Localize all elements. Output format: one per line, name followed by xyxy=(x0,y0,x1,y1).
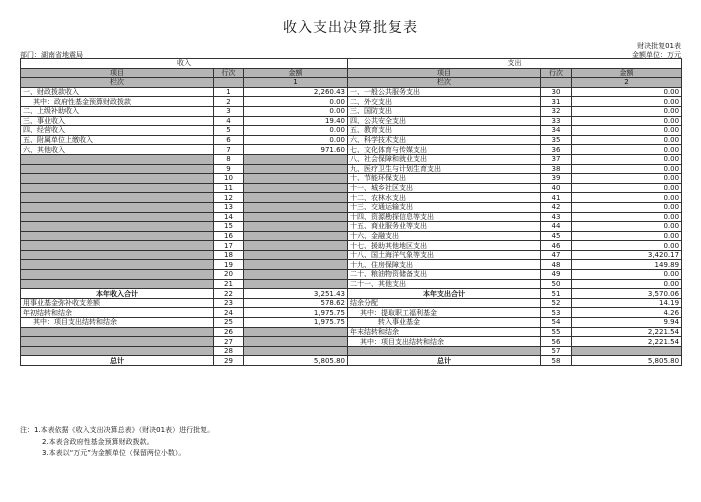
table-row xyxy=(21,87,682,97)
income-row-number: 29 xyxy=(214,356,244,366)
income-item-label: 其中：项目支出结转和结余 xyxy=(21,318,214,328)
table-row xyxy=(21,327,682,337)
income-amount xyxy=(244,260,348,270)
expense-row-number: 58 xyxy=(541,356,572,366)
table-row xyxy=(21,250,682,260)
expense-item-label: 六、科学技术支出 xyxy=(348,135,541,145)
expense-amount: 0.00 xyxy=(572,231,682,241)
expense-row-number: 33 xyxy=(541,116,572,126)
expense-section-header: 支出 xyxy=(348,59,682,69)
expense-amount: 0.00 xyxy=(572,183,682,193)
income-item-label xyxy=(21,164,214,174)
income-item-label xyxy=(21,250,214,260)
expense-amount: 149.89 xyxy=(572,260,682,270)
expense-item-label: 三、国防支出 xyxy=(348,106,541,116)
footnote-1: 注：1.本表依据《收入支出决算总表》（财决01表）进行批复。 xyxy=(20,426,215,434)
expense-row-number: 44 xyxy=(541,222,572,232)
income-row-number: 25 xyxy=(214,318,244,328)
expense-row-number: 39 xyxy=(541,174,572,184)
income-item-label xyxy=(21,327,214,337)
expense-col-blank xyxy=(541,78,572,88)
income-row-number: 23 xyxy=(214,298,244,308)
table-row xyxy=(21,222,682,232)
income-amount xyxy=(244,183,348,193)
expense-item-label: 十四、资源勘探信息等支出 xyxy=(348,212,541,222)
table-row xyxy=(21,145,682,155)
expense-amount: 0.00 xyxy=(572,202,682,212)
income-row-number: 4 xyxy=(214,116,244,126)
expense-row-number: 42 xyxy=(541,202,572,212)
income-item-label: 四、经营收入 xyxy=(21,126,214,136)
table-row xyxy=(21,97,682,107)
expense-col-label: 栏次 xyxy=(348,78,541,88)
expense-item-label: 一、一般公共服务支出 xyxy=(348,87,541,97)
income-amount xyxy=(244,231,348,241)
expense-row-number: 40 xyxy=(541,183,572,193)
income-row-number: 3 xyxy=(214,106,244,116)
expense-item-label: 十七、援助其他地区支出 xyxy=(348,241,541,251)
expense-amount: 3,420.17 xyxy=(572,250,682,260)
income-amount xyxy=(244,222,348,232)
income-amount xyxy=(244,154,348,164)
expense-item-label: 四、公共安全支出 xyxy=(348,116,541,126)
expense-item-label xyxy=(348,346,541,356)
income-amount: 0.00 xyxy=(244,97,348,107)
expense-item-label: 二十一、其他支出 xyxy=(348,279,541,289)
table-row xyxy=(21,154,682,164)
expense-row-number: 31 xyxy=(541,97,572,107)
table-row xyxy=(21,298,682,308)
expense-row-number: 30 xyxy=(541,87,572,97)
income-row-number: 22 xyxy=(214,289,244,299)
income-amount: 578.62 xyxy=(244,298,348,308)
totals-row xyxy=(21,289,682,299)
income-item-header: 项目 xyxy=(21,68,214,78)
expense-item-label: 十六、金融支出 xyxy=(348,231,541,241)
income-row-number: 13 xyxy=(214,202,244,212)
table-row xyxy=(21,260,682,270)
income-item-label: 三、事业收入 xyxy=(21,116,214,126)
expense-amount: 0.00 xyxy=(572,116,682,126)
expense-row-number: 48 xyxy=(541,260,572,270)
expense-row-number: 34 xyxy=(541,126,572,136)
income-row-number: 15 xyxy=(214,222,244,232)
expense-item-label: 转入事业基金 xyxy=(348,318,541,328)
table-row xyxy=(21,346,682,356)
expense-item-label: 结余分配 xyxy=(348,298,541,308)
expense-row-number: 51 xyxy=(541,289,572,299)
expense-row-number: 38 xyxy=(541,164,572,174)
income-item-label: 总计 xyxy=(21,356,214,366)
expense-item-label: 二十、粮油物资储备支出 xyxy=(348,270,541,280)
footnote-3: 3.本表以“万元”为金额单位（保留两位小数）。 xyxy=(42,449,186,457)
income-row-number: 7 xyxy=(214,145,244,155)
expense-amount: 0.00 xyxy=(572,87,682,97)
expense-item-label: 十五、商业服务业等支出 xyxy=(348,222,541,232)
income-row-number: 26 xyxy=(214,327,244,337)
income-row-number: 10 xyxy=(214,174,244,184)
income-row-number: 16 xyxy=(214,231,244,241)
income-item-label: 一、财政拨款收入 xyxy=(21,87,214,97)
expense-col-number: 2 xyxy=(572,78,682,88)
expense-row-number: 49 xyxy=(541,270,572,280)
income-amount xyxy=(244,174,348,184)
income-row-number: 21 xyxy=(214,279,244,289)
income-item-label xyxy=(21,346,214,356)
income-row-number: 8 xyxy=(214,154,244,164)
expense-row-number: 57 xyxy=(541,346,572,356)
income-amount: 0.00 xyxy=(244,135,348,145)
table-row xyxy=(21,202,682,212)
grand-total-row xyxy=(21,356,682,366)
expense-amount-header: 金额 xyxy=(572,68,682,78)
income-item-label: 用事业基金弥补收支差额 xyxy=(21,298,214,308)
income-row-number: 20 xyxy=(214,270,244,280)
unit-label: 金额单位：万元 xyxy=(632,51,681,59)
income-row-number: 1 xyxy=(214,87,244,97)
income-item-label: 本年收入合计 xyxy=(21,289,214,299)
expense-amount: 0.00 xyxy=(572,154,682,164)
expense-amount: 0.00 xyxy=(572,222,682,232)
income-item-label xyxy=(21,193,214,203)
expense-amount: 0.00 xyxy=(572,126,682,136)
column-index-row xyxy=(21,78,682,88)
expense-row-number: 46 xyxy=(541,241,572,251)
column-header-row xyxy=(21,68,682,78)
income-row-number: 28 xyxy=(214,346,244,356)
expense-amount: 0.00 xyxy=(572,241,682,251)
expense-item-label: 二、外交支出 xyxy=(348,97,541,107)
income-amount xyxy=(244,270,348,280)
income-item-label xyxy=(21,202,214,212)
expense-item-label: 七、文化体育与传媒支出 xyxy=(348,145,541,155)
income-item-label xyxy=(21,154,214,164)
budget-table xyxy=(20,58,682,366)
income-amount xyxy=(244,202,348,212)
expense-row-number: 43 xyxy=(541,212,572,222)
expense-item-header: 项目 xyxy=(348,68,541,78)
expense-item-label: 年末结转和结余 xyxy=(348,327,541,337)
expense-amount xyxy=(572,346,682,356)
income-row-number: 12 xyxy=(214,193,244,203)
expense-row-number: 36 xyxy=(541,145,572,155)
table-row xyxy=(21,231,682,241)
expense-amount: 0.00 xyxy=(572,212,682,222)
income-item-label xyxy=(21,231,214,241)
expense-row-number: 50 xyxy=(541,279,572,289)
table-row xyxy=(21,174,682,184)
expense-item-label: 本年支出合计 xyxy=(348,289,541,299)
income-section-header: 收入 xyxy=(21,59,348,69)
income-amount: 1,975.75 xyxy=(244,308,348,318)
income-amount: 1,975.75 xyxy=(244,318,348,328)
expense-item-label: 十二、农林水支出 xyxy=(348,193,541,203)
income-item-label xyxy=(21,212,214,222)
expense-item-label: 十、节能环保支出 xyxy=(348,174,541,184)
table-row xyxy=(21,337,682,347)
table-row xyxy=(21,106,682,116)
income-amount xyxy=(244,212,348,222)
expense-row-number: 56 xyxy=(541,337,572,347)
table-row xyxy=(21,193,682,203)
income-item-label xyxy=(21,174,214,184)
expense-amount: 3,570.06 xyxy=(572,289,682,299)
income-amount xyxy=(244,164,348,174)
income-amount xyxy=(244,337,348,347)
expense-row-number: 53 xyxy=(541,308,572,318)
income-item-label: 年初结转和结余 xyxy=(21,308,214,318)
income-row-number: 24 xyxy=(214,308,244,318)
footnote-2: 2.本表含政府性基金预算财政拨款。 xyxy=(42,437,154,446)
expense-amount: 0.00 xyxy=(572,193,682,203)
table-row xyxy=(21,308,682,318)
income-amount: 5,805.80 xyxy=(244,356,348,366)
expense-item-label: 十八、国土海洋气象等支出 xyxy=(348,250,541,260)
expense-item-label: 总计 xyxy=(348,356,541,366)
income-amount xyxy=(244,327,348,337)
expense-amount: 0.00 xyxy=(572,145,682,155)
expense-rowno-header: 行次 xyxy=(541,68,572,78)
income-amount: 971.60 xyxy=(244,145,348,155)
table-row xyxy=(21,183,682,193)
income-amount: 0.00 xyxy=(244,126,348,136)
income-row-number: 19 xyxy=(214,260,244,270)
expense-item-label: 十九、住房保障支出 xyxy=(348,260,541,270)
section-header-row xyxy=(21,59,682,69)
income-row-number: 18 xyxy=(214,250,244,260)
expense-amount: 0.00 xyxy=(572,106,682,116)
income-row-number: 17 xyxy=(214,241,244,251)
income-amount: 0.00 xyxy=(244,106,348,116)
expense-amount: 14.19 xyxy=(572,298,682,308)
expense-amount: 0.00 xyxy=(572,270,682,280)
department-label: 部门：湖南省地震局 xyxy=(20,51,83,59)
expense-amount: 0.00 xyxy=(572,97,682,107)
table-row xyxy=(21,212,682,222)
expense-amount: 0.00 xyxy=(572,164,682,174)
expense-row-number: 55 xyxy=(541,327,572,337)
income-amount xyxy=(244,241,348,251)
expense-row-number: 32 xyxy=(541,106,572,116)
income-col-blank xyxy=(214,78,244,88)
income-row-number: 9 xyxy=(214,164,244,174)
income-item-label xyxy=(21,279,214,289)
expense-item-label: 八、社会保障和就业支出 xyxy=(348,154,541,164)
income-row-number: 27 xyxy=(214,337,244,347)
income-amount xyxy=(244,346,348,356)
income-row-number: 6 xyxy=(214,135,244,145)
expense-row-number: 41 xyxy=(541,193,572,203)
expense-amount: 5,805.80 xyxy=(572,356,682,366)
income-row-number: 14 xyxy=(214,212,244,222)
expense-row-number: 47 xyxy=(541,250,572,260)
income-col-label: 栏次 xyxy=(21,78,214,88)
income-col-number: 1 xyxy=(244,78,348,88)
table-row xyxy=(21,135,682,145)
income-item-label: 五、附属单位上缴收入 xyxy=(21,135,214,145)
income-item-label: 二、上级补助收入 xyxy=(21,106,214,116)
expense-amount: 0.00 xyxy=(572,279,682,289)
form-code: 财决批复01表 xyxy=(637,42,681,50)
income-amount: 2,260.43 xyxy=(244,87,348,97)
table-row xyxy=(21,318,682,328)
expense-item-label: 其中：项目支出结转和结余 xyxy=(348,337,541,347)
expense-item-label: 十三、交通运输支出 xyxy=(348,202,541,212)
income-row-number: 2 xyxy=(214,97,244,107)
income-row-number: 5 xyxy=(214,126,244,136)
income-item-label: 六、其他收入 xyxy=(21,145,214,155)
income-item-label xyxy=(21,183,214,193)
table-row xyxy=(21,241,682,251)
table-row xyxy=(21,164,682,174)
expense-row-number: 54 xyxy=(541,318,572,328)
income-amount: 19.40 xyxy=(244,116,348,126)
expense-amount: 0.00 xyxy=(572,174,682,184)
expense-amount: 9.94 xyxy=(572,318,682,328)
expense-row-number: 52 xyxy=(541,298,572,308)
table-row xyxy=(21,270,682,280)
income-amount xyxy=(244,193,348,203)
expense-item-label: 九、医疗卫生与计划生育支出 xyxy=(348,164,541,174)
expense-amount: 2,221.54 xyxy=(572,327,682,337)
table-row xyxy=(21,116,682,126)
income-amount: 3,251.43 xyxy=(244,289,348,299)
income-item-label xyxy=(21,260,214,270)
income-amount xyxy=(244,250,348,260)
income-amount xyxy=(244,279,348,289)
table-row xyxy=(21,279,682,289)
income-item-label: 其中：政府性基金预算财政拨款 xyxy=(21,97,214,107)
income-item-label xyxy=(21,241,214,251)
expense-row-number: 37 xyxy=(541,154,572,164)
income-item-label xyxy=(21,270,214,280)
expense-item-label: 十一、城乡社区支出 xyxy=(348,183,541,193)
expense-amount: 4.26 xyxy=(572,308,682,318)
income-rowno-header: 行次 xyxy=(214,68,244,78)
expense-amount: 0.00 xyxy=(572,135,682,145)
income-amount-header: 金额 xyxy=(244,68,348,78)
expense-item-label: 其中：提取职工福利基金 xyxy=(348,308,541,318)
expense-row-number: 35 xyxy=(541,135,572,145)
expense-row-number: 45 xyxy=(541,231,572,241)
table-row xyxy=(21,126,682,136)
expense-item-label: 五、教育支出 xyxy=(348,126,541,136)
footnotes xyxy=(20,425,214,460)
income-row-number: 11 xyxy=(214,183,244,193)
income-item-label xyxy=(21,222,214,232)
page-title: 收入支出决算批复表 xyxy=(283,20,418,36)
expense-amount: 2,221.54 xyxy=(572,337,682,347)
income-item-label xyxy=(21,337,214,347)
